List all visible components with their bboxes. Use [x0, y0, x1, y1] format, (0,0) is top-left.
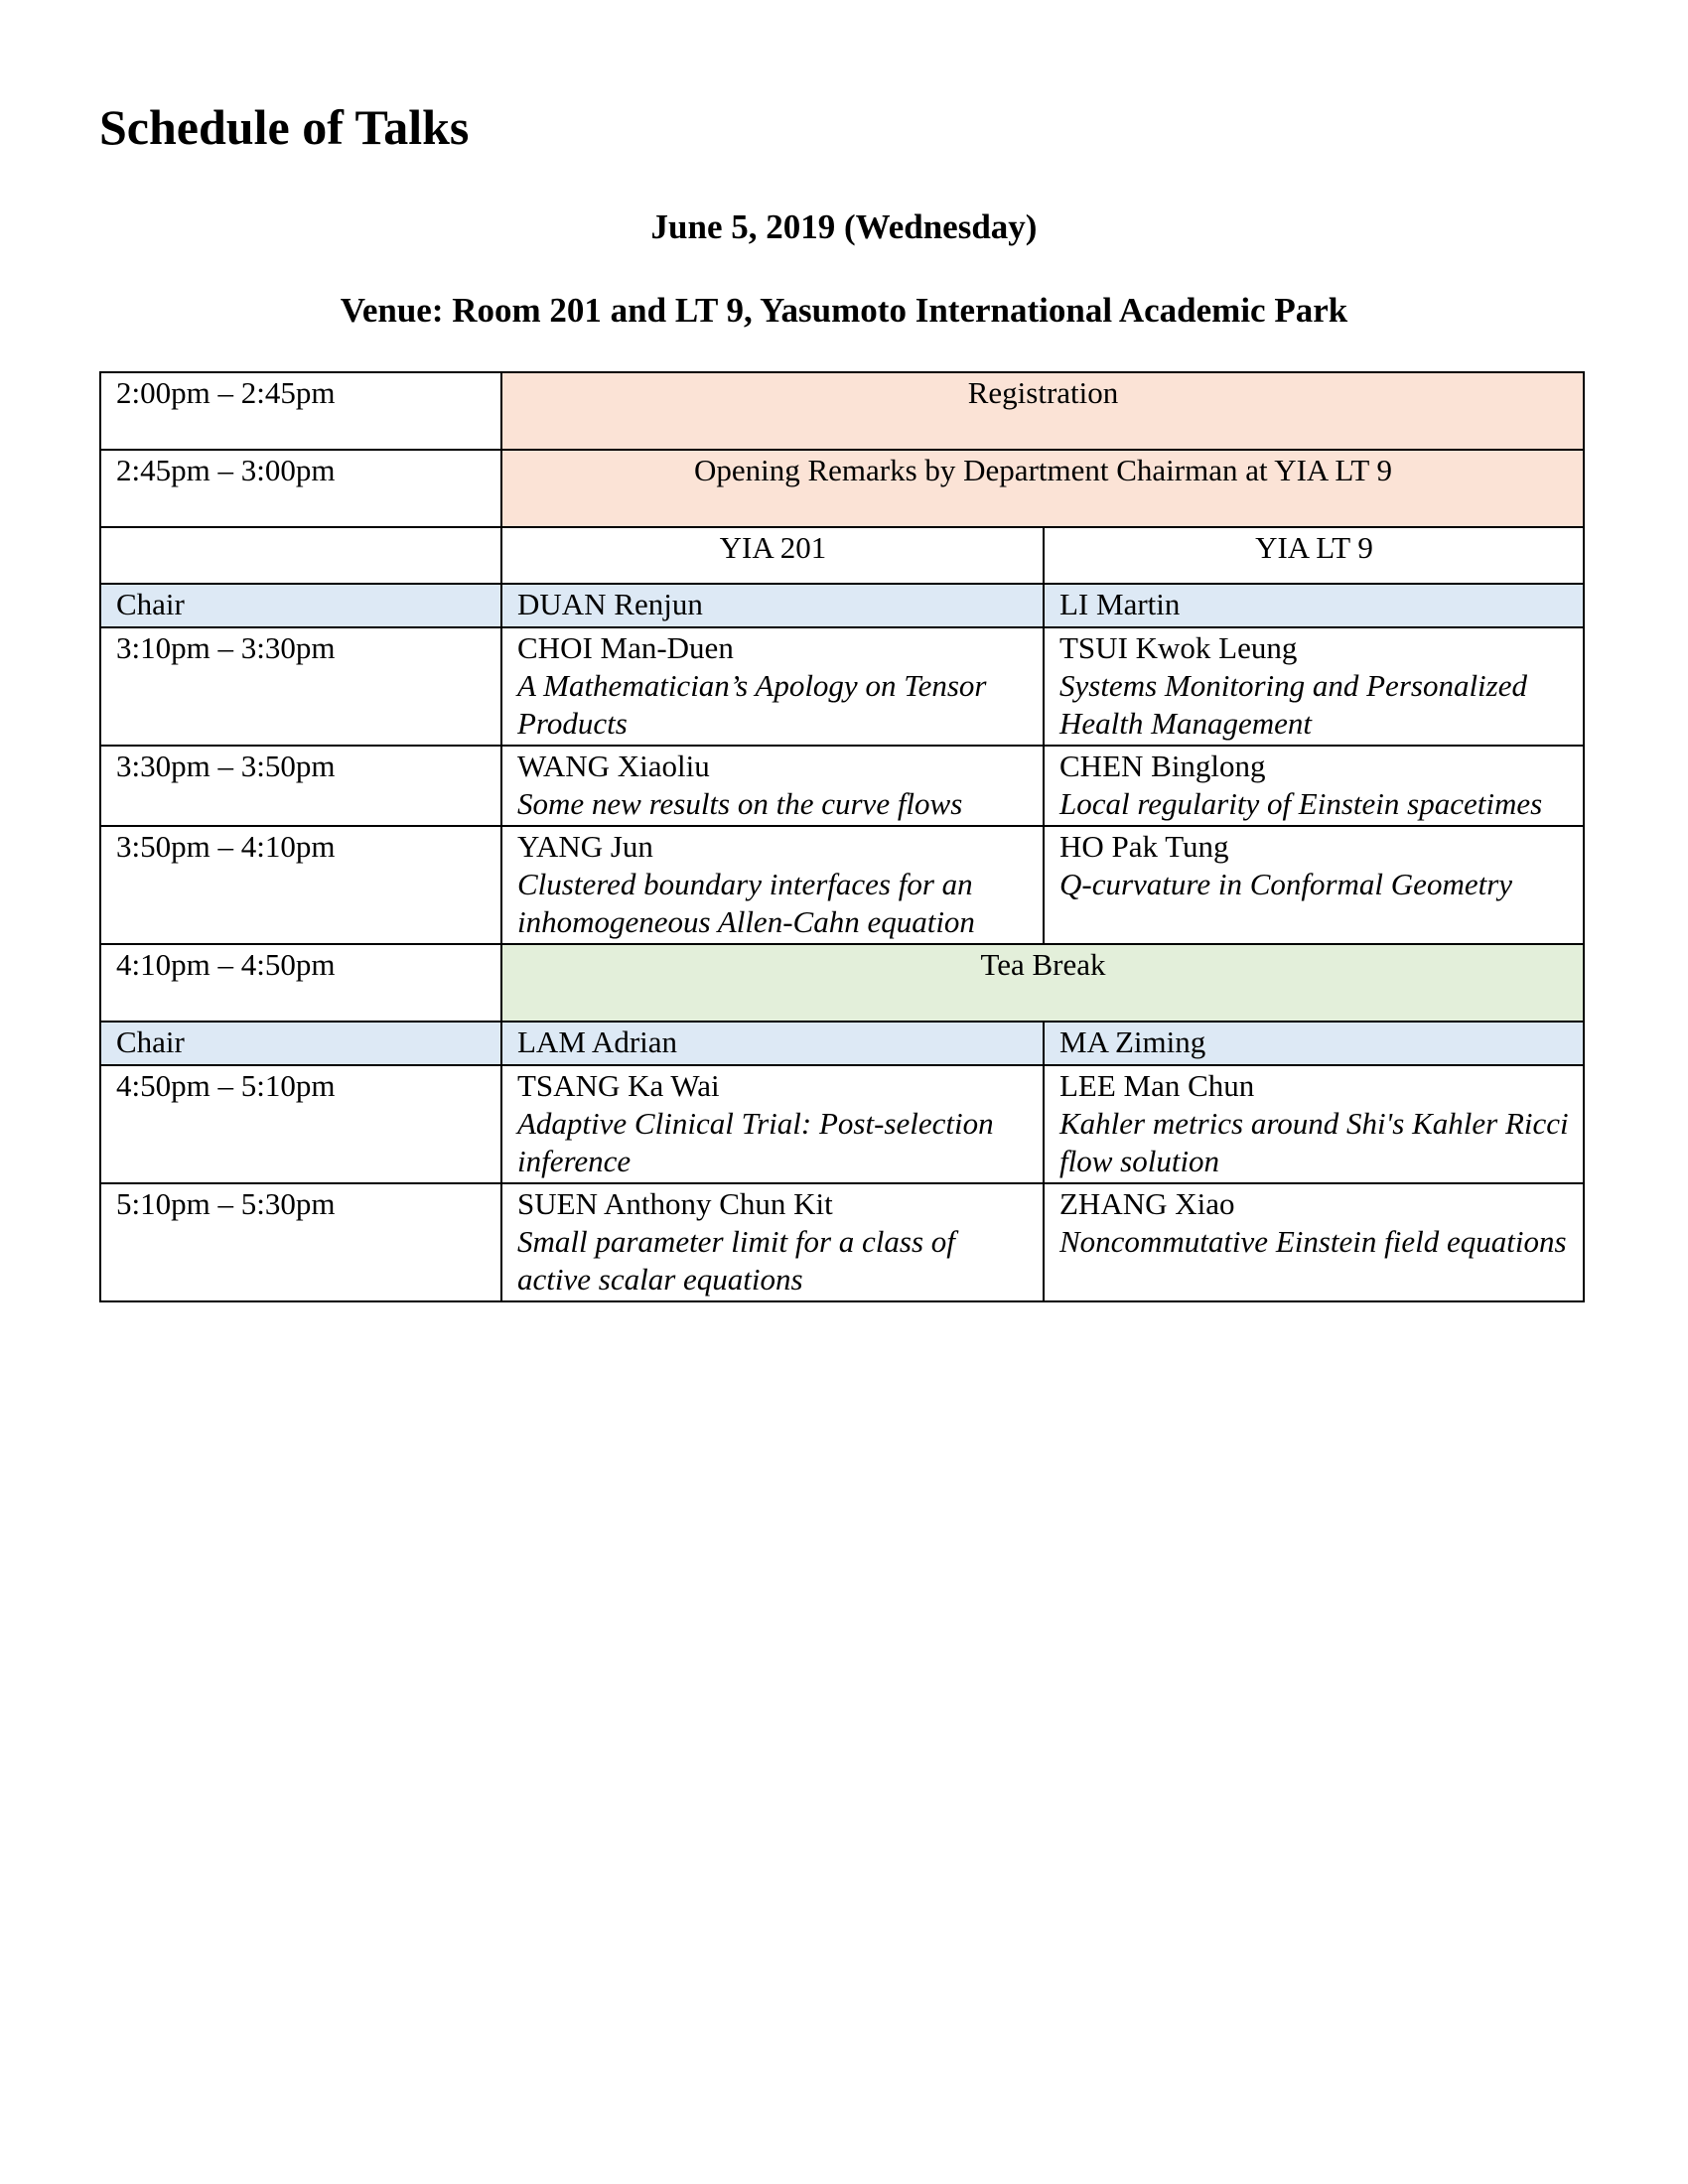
table-row-talk	[100, 1065, 1584, 1183]
table-row-talk	[100, 627, 1584, 746]
speaker-name: TSANG Ka Wai	[517, 1068, 720, 1103]
talk-title: Clustered boundary interfaces for an inhomogeneous Allen-Cahn equation	[517, 867, 975, 939]
time-cell: 3:30pm – 3:50pm	[100, 746, 501, 826]
table-row-talk	[100, 1183, 1584, 1301]
talk-title: Kahler metrics around Shi's Kahler Ricci flow solution	[1059, 1106, 1569, 1178]
tea-break-cell: Tea Break	[501, 944, 1584, 1022]
time-cell: 3:10pm – 3:30pm	[100, 627, 501, 746]
speaker-name: LEE Man Chun	[1059, 1068, 1255, 1103]
opening-remarks-cell: Opening Remarks by Department Chairman at YIA LT 9	[501, 450, 1584, 527]
speaker-name: HO Pak Tung	[1059, 829, 1229, 864]
talk-title: Local regularity of Einstein spacetimes	[1059, 786, 1543, 821]
time-cell: 2:00pm – 2:45pm	[100, 372, 501, 450]
room-header-a: YIA 201	[501, 527, 1044, 584]
chair-label: Chair	[100, 1022, 501, 1065]
chair-a: DUAN Renjun	[501, 584, 1044, 627]
table-row-chair	[100, 584, 1584, 627]
table-row-chair	[100, 1022, 1584, 1065]
speaker-name: CHEN Binglong	[1059, 749, 1266, 783]
table-row-talk	[100, 746, 1584, 826]
talk-cell-a	[501, 826, 1044, 944]
talk-cell-b	[1044, 1183, 1584, 1301]
time-cell: 4:10pm – 4:50pm	[100, 944, 501, 1022]
speaker-name: ZHANG Xiao	[1059, 1186, 1235, 1221]
date-heading: June 5, 2019 (Wednesday)	[650, 207, 1038, 246]
speaker-name: SUEN Anthony Chun Kit	[517, 1186, 833, 1221]
talk-cell-b	[1044, 627, 1584, 746]
table-row-rooms	[100, 527, 1584, 584]
talk-title: Q-curvature in Conformal Geometry	[1059, 867, 1513, 901]
speaker-name: CHOI Man-Duen	[517, 630, 734, 665]
time-cell: 5:10pm – 5:30pm	[100, 1183, 501, 1301]
time-cell: 4:50pm – 5:10pm	[100, 1065, 501, 1183]
talk-cell-b	[1044, 746, 1584, 826]
table-row-tea-break	[100, 944, 1584, 1022]
chair-label: Chair	[100, 584, 501, 627]
time-cell	[100, 527, 501, 584]
room-header-b: YIA LT 9	[1044, 527, 1584, 584]
talk-cell-b	[1044, 826, 1584, 944]
schedule-table	[99, 371, 1585, 1302]
talk-title: Adaptive Clinical Trial: Post-selection inference	[517, 1106, 994, 1178]
talk-cell-a	[501, 1065, 1044, 1183]
chair-b: LI Martin	[1044, 584, 1584, 627]
venue-heading: Venue: Room 201 and LT 9, Yasumoto International Academic Park	[340, 291, 1348, 330]
talk-title: Small parameter limit for a class of active scalar equations	[517, 1224, 955, 1297]
talk-title: A Mathematician’s Apology on Tensor Products	[517, 668, 987, 741]
talk-cell-a	[501, 1183, 1044, 1301]
talk-cell-a	[501, 627, 1044, 746]
talk-title: Noncommutative Einstein field equations	[1059, 1224, 1567, 1259]
table-row-registration	[100, 372, 1584, 450]
talk-cell-a	[501, 746, 1044, 826]
table-row-talk	[100, 826, 1584, 944]
registration-cell: Registration	[501, 372, 1584, 450]
talk-title: Systems Monitoring and Personalized Health Management	[1059, 668, 1527, 741]
speaker-name: YANG Jun	[517, 829, 653, 864]
table-row-opening	[100, 450, 1584, 527]
speaker-name: TSUI Kwok Leung	[1059, 630, 1298, 665]
talk-title: Some new results on the curve flows	[517, 786, 963, 821]
chair-a: LAM Adrian	[501, 1022, 1044, 1065]
talk-cell-b	[1044, 1065, 1584, 1183]
speaker-name: WANG Xiaoliu	[517, 749, 710, 783]
page-title: Schedule of Talks	[99, 99, 470, 155]
time-cell: 3:50pm – 4:10pm	[100, 826, 501, 944]
chair-b: MA Ziming	[1044, 1022, 1584, 1065]
time-cell: 2:45pm – 3:00pm	[100, 450, 501, 527]
